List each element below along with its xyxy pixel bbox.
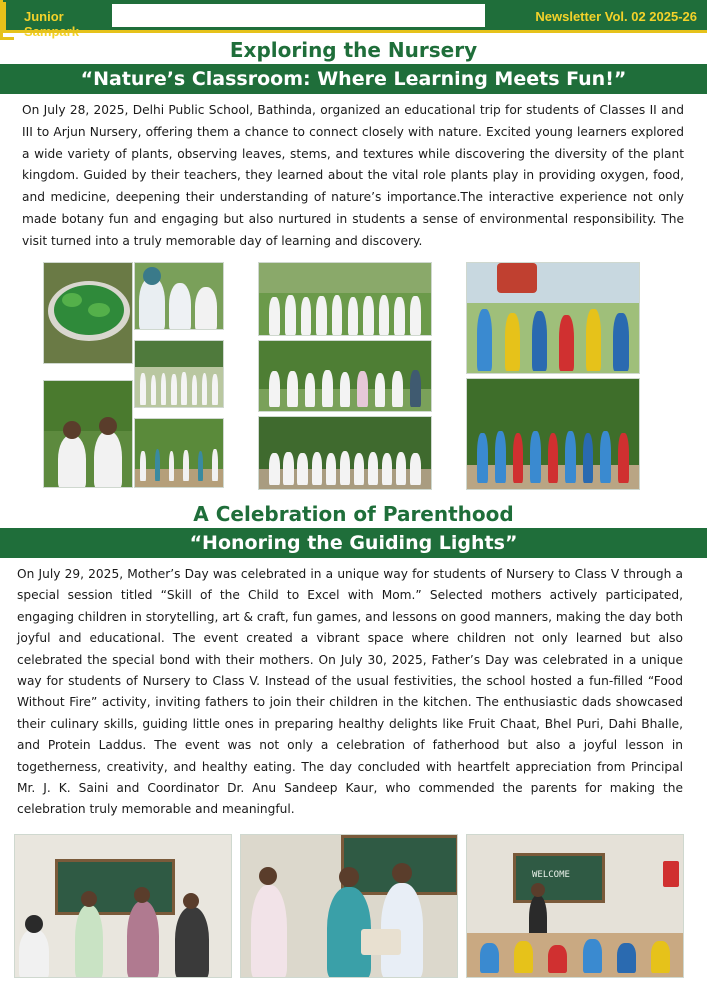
nursery-article-body: On July 28, 2025, Delhi Public School, Bathinda, organized an educational trip for students of Classes II and III to Arjun Nursery, offering them a chance to connect closely with nature. Excited young learners explored a wide variety of plants, observing leaves, stems, and textures while discovering the diversity of the plant kingdom. Guided by their teachers, they learned about the vital role plants play in providing oxygen, food, and medicine, deepening their understanding of nature’s importance.The interactive experience not only made botany fun and engaging but also nurtured in students a sense of environmental responsibility. The visit turned into a truly memorable day of learning and discovery. xyxy=(22,103,684,248)
section-title-nursery: Exploring the Nursery xyxy=(229,38,478,62)
welcome-board-text: WELCOME xyxy=(532,870,570,880)
photo-nursery-path xyxy=(258,416,432,490)
photo-class-group xyxy=(258,262,432,336)
photo-welcome-board xyxy=(466,834,684,978)
photo-palm-group xyxy=(466,378,640,490)
brand-badge xyxy=(2,2,112,30)
photo-two-girls xyxy=(43,380,133,488)
volume-badge xyxy=(485,2,707,30)
photo-house-group xyxy=(466,262,640,374)
header-rule xyxy=(0,30,707,33)
photo-mothers-activity xyxy=(240,834,458,978)
photo-students-row xyxy=(134,340,224,408)
section-title-parenthood: A Celebration of Parenthood xyxy=(193,502,514,526)
brand-name: Junior xyxy=(24,9,64,24)
corner-ornament xyxy=(0,0,14,40)
photo-garden-line xyxy=(258,340,432,412)
photo-mothers-classroom xyxy=(14,834,232,978)
photo-plant-pot xyxy=(43,262,133,364)
newsletter-volume: Newsletter Vol. 02 2025-26 xyxy=(535,9,697,24)
section-subtitle-nursery: “Nature’s Classroom: Where Learning Meets Fun!” xyxy=(0,64,707,94)
photo-group-trees xyxy=(134,418,224,488)
section-subtitle-parenthood: “Honoring the Guiding Lights” xyxy=(0,528,707,558)
parenthood-article-body: On July 29, 2025, Mother’s Day was celebrated in a unique way for students of Nursery to Class V through a special session titled “Skill of the Child to Excel with Mom.” Selected mothers actively participated, engaging children in storytelling, art & craft, fun games, and lessons on good manners, making the day both joyful and educational. The event created a vibrant space where children not only learned but also celebrated the special bond with their mothers. On July 30, 2025, Father’s Day was celebrated in a unique way for students of Nursery to Class V. Instead of the usual festivities, the school hosted a fun-filled “Food Without Fire” activity, inviting fathers to join their children in the kitchen. The enthusiastic dads showcased their culinary skills, guiding little ones in preparing healthy delights like Fruit Chaat, Bhel Puri, Dahi Bhalle, and Protein Laddus. The event was not only a celebration of fatherhood but also a joyful lesson in togetherness, creativity, and healthy eating. The day concluded with heartfelt appreciation from Principal Mr. J. K. Saini and Coordinator Dr. Anu Sandeep Kaur, who commended the parents for making the celebration truly memorable and meaningful. xyxy=(17,567,683,817)
photo-children-closeup xyxy=(134,262,224,330)
